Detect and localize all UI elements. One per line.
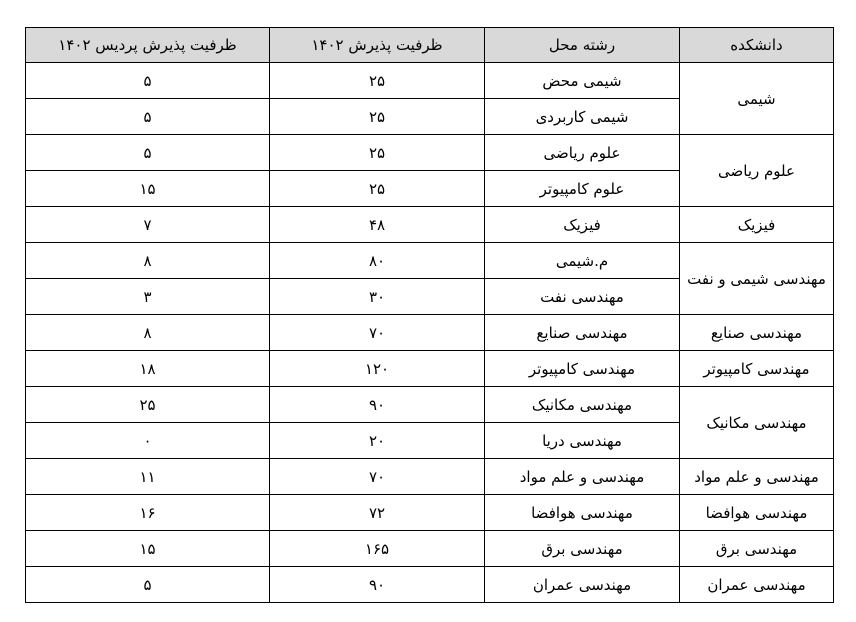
capacity-cell: ۸۰ [270,243,485,279]
field-cell: مهندسی هوافضا [485,495,680,531]
field-cell: مهندسی نفت [485,279,680,315]
capacity-cell: ۹۰ [270,387,485,423]
header-faculty: دانشکده [680,28,834,63]
header-field: رشته محل [485,28,680,63]
capacity-cell: ۹۰ [270,567,485,603]
table-row [26,243,834,279]
faculty-cell: مهندسی برق [680,531,834,567]
campus-capacity-cell: ۸ [26,315,270,351]
campus-capacity-cell: ۳ [26,279,270,315]
campus-capacity-cell: ۱۵ [26,531,270,567]
header-capacity: ظرفیت پذیرش ۱۴۰۲ [270,28,485,63]
table-row [26,387,834,423]
capacity-cell: ۲۵ [270,99,485,135]
faculty-cell: مهندسی هوافضا [680,495,834,531]
field-cell: علوم کامپیوتر [485,171,680,207]
field-cell: شیمی کاربردی [485,99,680,135]
faculty-cell: مهندسی کامپیوتر [680,351,834,387]
capacity-cell: ۷۰ [270,315,485,351]
field-cell: مهندسی صنایع [485,315,680,351]
header-campus-capacity: ظرفیت پذیرش پردیس ۱۴۰۲ [26,28,270,63]
field-cell: مهندسی مکانیک [485,387,680,423]
field-cell: شیمی محض [485,63,680,99]
table-row [26,315,834,351]
capacity-cell: ۲۵ [270,63,485,99]
campus-capacity-cell: ۷ [26,207,270,243]
campus-capacity-cell: ۱۶ [26,495,270,531]
faculty-cell: فیزیک [680,207,834,243]
faculty-cell: مهندسی و علم مواد [680,459,834,495]
field-cell: مهندسی کامپیوتر [485,351,680,387]
capacity-cell: ۲۰ [270,423,485,459]
table-row [26,351,834,387]
field-cell: مهندسی عمران [485,567,680,603]
table-body [26,63,834,603]
field-cell: مهندسی دریا [485,423,680,459]
campus-capacity-cell: ۱۵ [26,171,270,207]
field-cell: م.شیمی [485,243,680,279]
faculty-cell: مهندسی عمران [680,567,834,603]
campus-capacity-cell: ۱۸ [26,351,270,387]
faculty-cell: مهندسی صنایع [680,315,834,351]
faculty-cell: شیمی [680,63,834,135]
capacity-cell: ۷۲ [270,495,485,531]
capacity-cell: ۱۲۰ [270,351,485,387]
table-header [26,28,834,63]
capacity-cell: ۴۸ [270,207,485,243]
field-cell: علوم ریاضی [485,135,680,171]
campus-capacity-cell: ۰ [26,423,270,459]
campus-capacity-cell: ۸ [26,243,270,279]
capacity-cell: ۲۵ [270,171,485,207]
table-row [26,459,834,495]
campus-capacity-cell: ۵ [26,567,270,603]
field-cell: مهندسی برق [485,531,680,567]
capacity-cell: ۲۵ [270,135,485,171]
admission-capacity-table [25,27,834,603]
capacity-cell: ۱۶۵ [270,531,485,567]
capacity-cell: ۷۰ [270,459,485,495]
faculty-cell: مهندسی مکانیک [680,387,834,459]
field-cell: مهندسی و علم مواد [485,459,680,495]
table-row [26,567,834,603]
faculty-cell: علوم ریاضی [680,135,834,207]
table-row [26,207,834,243]
faculty-cell: مهندسی شیمی و نفت [680,243,834,315]
field-cell: فیزیک [485,207,680,243]
table-row [26,135,834,171]
capacity-cell: ۳۰ [270,279,485,315]
header-row [26,28,834,63]
campus-capacity-cell: ۵ [26,135,270,171]
table-row [26,63,834,99]
table-row [26,495,834,531]
campus-capacity-cell: ۵ [26,63,270,99]
campus-capacity-cell: ۱۱ [26,459,270,495]
table-row [26,531,834,567]
campus-capacity-cell: ۵ [26,99,270,135]
campus-capacity-cell: ۲۵ [26,387,270,423]
